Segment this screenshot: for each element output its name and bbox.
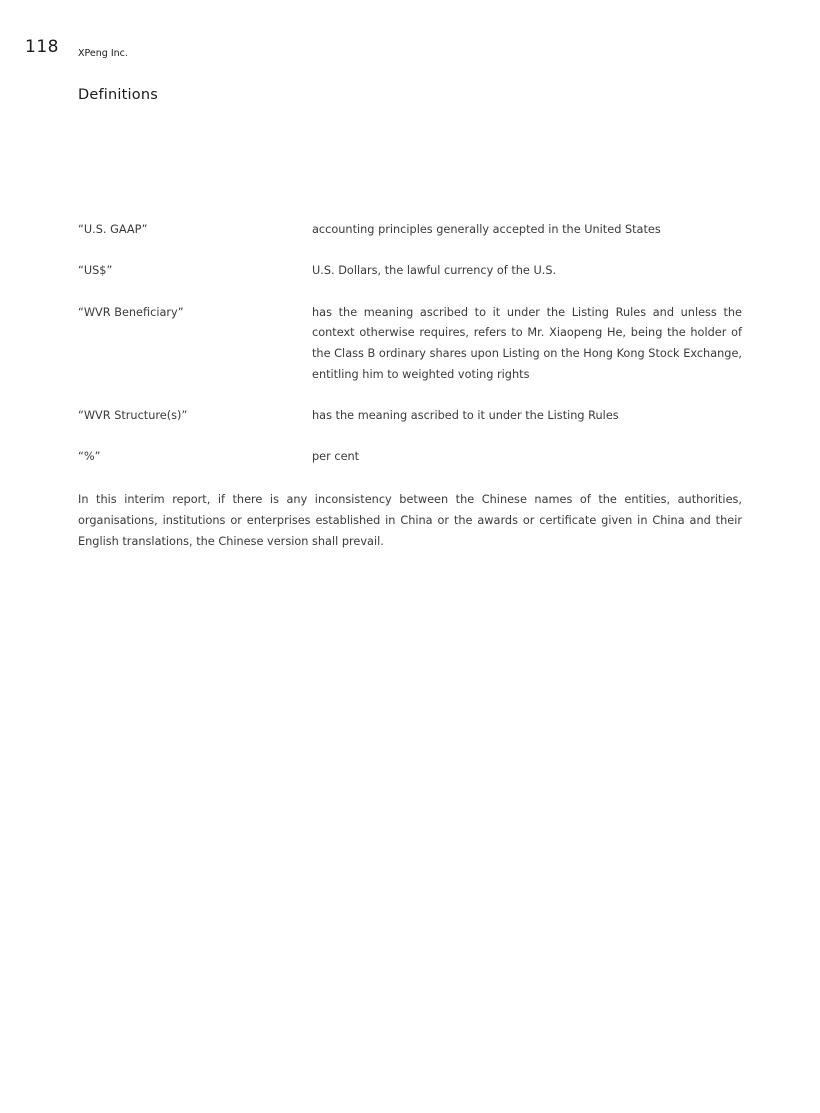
definition-text: has the meaning ascribed to it under the Listing Rules and unless the context otherwise requires, refers to Mr. Xiaopeng He, being the holder of the Class B ordinary shares upon Listing on the Hong Kong Stock Exchange, entitling him to weighted voting rights [312, 305, 742, 381]
definition-term: “WVR Beneficiary” [78, 305, 184, 319]
page-title: Definitions [78, 87, 158, 103]
definition-term: “US$” [78, 264, 113, 278]
definition-row [78, 261, 742, 282]
definitions-list [78, 220, 742, 489]
definition-row [78, 406, 742, 427]
definition-text: accounting principles generally accepted in the United States [312, 223, 661, 236]
translation-note: In this interim report, if there is any inconsistency between the Chinese names of the entities, authorities, organisations, institutions or enterprises established in China or the awards or certificate given in China and their English translations, the Chinese version shall prevail. [78, 493, 742, 548]
definition-text: per cent [312, 450, 360, 464]
definition-text: has the meaning ascribed to it under the Listing Rules [312, 408, 619, 422]
company-name: XPeng Inc. [78, 48, 128, 59]
definition-row [78, 303, 742, 385]
definition-term: “WVR Structure(s)” [78, 408, 188, 422]
definition-row [78, 447, 742, 468]
definition-term: “U.S. GAAP” [78, 223, 148, 236]
definition-row [78, 220, 742, 241]
page-number: 118 [25, 37, 59, 57]
definition-term: “%” [78, 450, 101, 464]
definition-text: U.S. Dollars, the lawful currency of the U.S. [312, 264, 557, 278]
